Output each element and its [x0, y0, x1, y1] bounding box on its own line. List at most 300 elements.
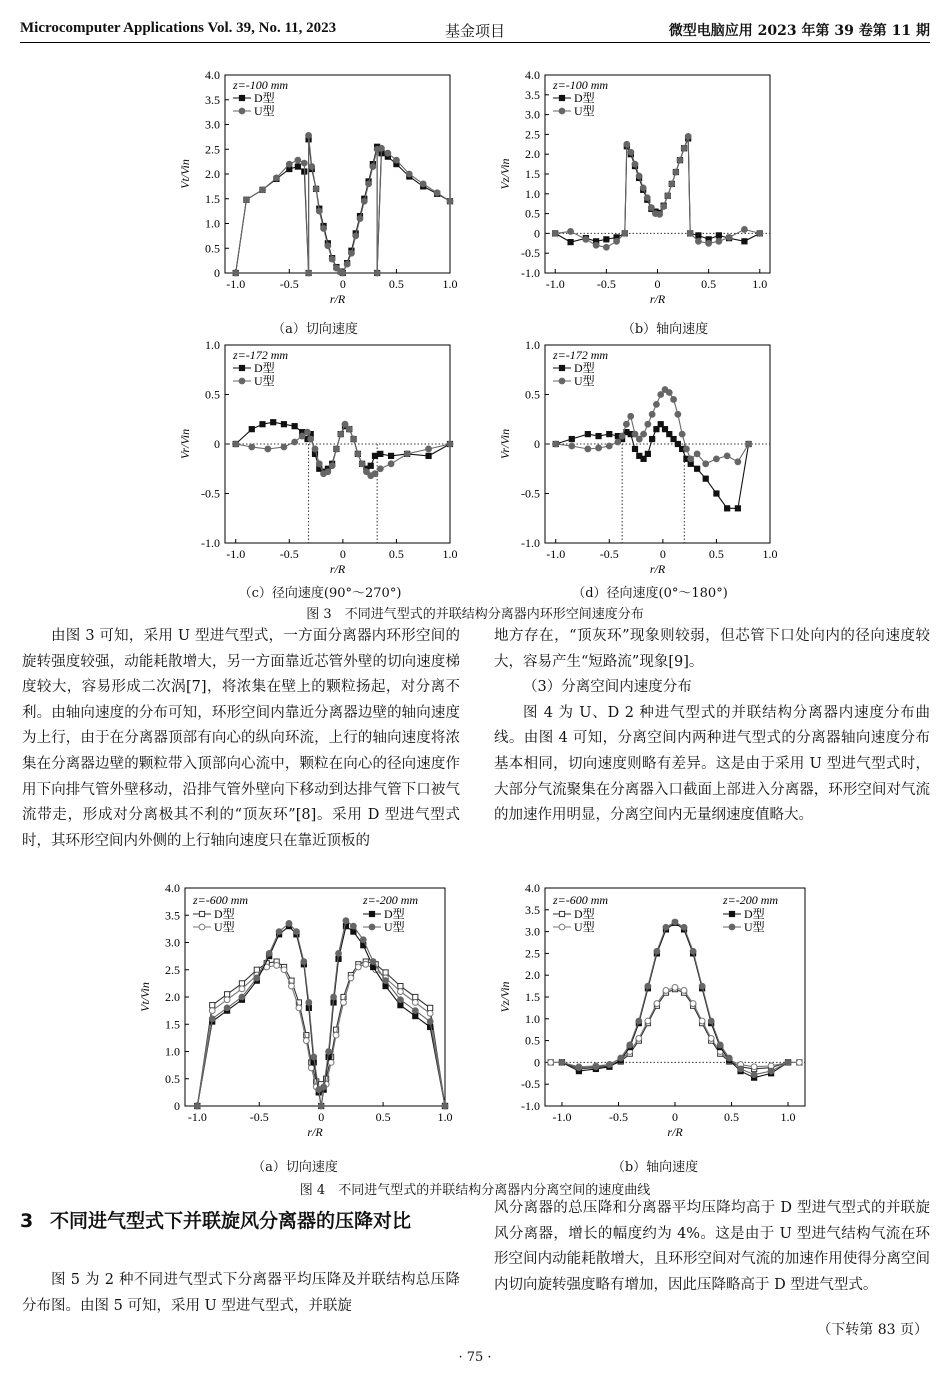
data-point: [355, 451, 361, 457]
y-tick-label: 3.5: [525, 902, 540, 917]
data-point: [596, 445, 602, 451]
series-line: [236, 135, 450, 273]
y-tick-label: 1.0: [205, 216, 220, 231]
x-tick-label: 1.0: [442, 547, 458, 561]
fig3-caption: 图 3 不同进气型式的并联结构分离器内环形空间速度分布: [306, 607, 644, 622]
data-point: [583, 236, 589, 242]
running-header: [20, 18, 930, 43]
data-point: [645, 451, 650, 456]
y-tick-label: 1.0: [205, 338, 220, 352]
data-point: [334, 446, 340, 452]
data-point: [210, 1003, 215, 1008]
data-point: [372, 453, 377, 458]
legend-marker: [729, 924, 735, 930]
data-point: [667, 432, 672, 437]
data-point: [366, 181, 372, 187]
data-point: [370, 164, 376, 170]
x-tick-label: -0.5: [599, 547, 619, 561]
data-point: [305, 429, 311, 435]
fig3a-caption: （a）切向速度: [272, 322, 358, 337]
x-tick-label: 0: [672, 1110, 678, 1124]
data-point: [648, 205, 654, 211]
series-line: [562, 922, 788, 1075]
data-point: [348, 975, 354, 981]
y-tick-label: -0.5: [521, 486, 540, 501]
y-tick-label: 2.5: [525, 946, 540, 961]
data-point: [308, 436, 314, 442]
fig3b-caption: （b）轴向速度: [621, 322, 709, 337]
data-point: [233, 441, 239, 447]
data-point: [286, 921, 292, 927]
y-axis-label: Vz/Vin: [498, 981, 512, 1013]
legend-label: D型: [214, 907, 235, 921]
data-point: [654, 402, 660, 408]
data-point: [735, 506, 740, 511]
data-point: [398, 997, 404, 1003]
data-point: [426, 453, 431, 458]
y-tick-label: 4.0: [205, 68, 220, 82]
data-point: [281, 444, 287, 450]
data-point: [738, 1066, 744, 1072]
data-point: [568, 229, 574, 235]
data-point: [413, 994, 418, 999]
data-point: [447, 198, 453, 204]
x-tick-label: 0.5: [724, 1110, 740, 1124]
data-point: [624, 141, 630, 147]
data-point: [785, 1060, 791, 1066]
y-tick-label: 3.0: [525, 107, 540, 122]
data-point: [276, 929, 282, 935]
data-point: [607, 432, 612, 437]
data-point: [346, 426, 352, 432]
chart-annotation: z=-172 mm: [233, 348, 289, 362]
data-point: [239, 981, 244, 986]
y-tick-label: 0.5: [525, 387, 540, 402]
legend-label: U型: [744, 920, 765, 934]
x-tick-label: 1.0: [780, 1110, 796, 1124]
legend-label: U型: [574, 374, 595, 388]
data-point: [239, 986, 245, 992]
y-tick-label: 2.0: [525, 147, 540, 162]
legend-marker: [239, 378, 245, 384]
x-tick-label: -1.0: [187, 1110, 207, 1124]
x-tick-label: -1.0: [552, 1110, 572, 1124]
data-point: [316, 461, 322, 467]
data-point: [717, 1042, 723, 1048]
data-point: [619, 433, 625, 439]
continued-note: （下转第 83 页）: [817, 1322, 928, 1338]
legend-label: D型: [574, 91, 595, 105]
data-point: [569, 436, 574, 441]
section3-left-column: [22, 1268, 460, 1319]
legend-label: U型: [214, 920, 235, 934]
data-point: [427, 1010, 433, 1016]
x-tick-label: 0: [654, 277, 661, 291]
y-tick-label: 4.0: [525, 68, 540, 82]
data-point: [636, 173, 642, 179]
data-point: [661, 204, 667, 210]
data-point: [681, 924, 687, 930]
journal-name-cn: 微型电脑应用 2023 年第 39 卷第 11 期: [668, 23, 930, 39]
data-point: [336, 951, 342, 957]
data-point: [640, 185, 646, 191]
data-point: [249, 427, 254, 432]
x-axis-label: r/R: [307, 1125, 323, 1139]
fig4a-caption: （a）切向速度: [252, 1160, 338, 1175]
x-tick-label: 0.5: [701, 277, 717, 291]
legend-label: U型: [574, 920, 595, 934]
data-point: [628, 413, 634, 419]
data-point: [359, 461, 365, 467]
legend-label: D型: [254, 361, 275, 375]
data-point: [671, 436, 676, 441]
y-tick-label: 3.5: [205, 92, 220, 107]
y-tick-label: 0.5: [205, 241, 220, 256]
data-point: [687, 231, 693, 237]
data-point: [271, 420, 276, 425]
data-point: [404, 451, 410, 457]
body-left-column: [22, 624, 460, 854]
data-point: [233, 270, 239, 276]
legend-marker: [239, 108, 245, 114]
data-point: [286, 161, 292, 167]
legend-marker: [199, 911, 204, 916]
data-point: [312, 446, 318, 452]
data-point: [672, 985, 678, 991]
legend-marker: [559, 95, 564, 100]
data-point: [360, 937, 366, 943]
data-point: [636, 1018, 642, 1024]
y-tick-label: -1.0: [521, 266, 540, 280]
data-point: [383, 978, 389, 984]
y-axis-label: Vr/Vin: [178, 428, 192, 460]
y-axis-label: Vr/Vin: [498, 428, 512, 460]
data-point: [559, 1060, 565, 1066]
legend-marker: [559, 378, 565, 384]
x-tick-label: -1.0: [545, 277, 565, 291]
data-point: [350, 923, 356, 929]
y-axis-label: Vt/Vin: [138, 982, 152, 1012]
series-line: [556, 390, 749, 464]
legend-label: D型: [574, 907, 595, 921]
y-tick-label: 0.5: [205, 387, 220, 402]
data-point: [690, 948, 696, 954]
x-tick-label: 1.0: [442, 277, 458, 291]
data-point: [696, 233, 701, 238]
data-point: [370, 959, 376, 965]
x-tick-label: 0.5: [388, 277, 404, 291]
legend-marker: [559, 924, 565, 930]
data-point: [568, 240, 573, 245]
data-point: [296, 1005, 302, 1011]
data-point: [725, 506, 730, 511]
fig4b-caption: （b）轴向速度: [611, 1160, 699, 1175]
x-axis-label: r/R: [667, 1125, 683, 1139]
data-point: [274, 175, 280, 181]
paragraph-continued: 地方存在，“顶灰环”现象则较弱，但芯管下口处向内的径向速度较大，容易产生“短路流”现象[9]。: [494, 628, 930, 670]
data-point: [329, 256, 335, 262]
data-point: [742, 239, 747, 244]
data-point: [447, 441, 453, 447]
series-line: [236, 139, 450, 273]
series-line: [197, 921, 445, 1106]
data-point: [328, 1060, 334, 1066]
data-point: [301, 959, 307, 965]
data-point: [714, 491, 719, 496]
paragraph-fig4-analysis: 图 4 为 U、D 2 种进气型式的并联结构分离器内速度分布曲线。由图 4 可知，分离空间内两种进气型式的分离器轴向速度分布基本相同，切向速度则略有差异。这是由于采用 U 型进气型式时，大部分气流聚集在分离器入口截面上部进入分离器，环形空间对气流的加速作用明显，分离空间内无量纲速度值略大。: [494, 704, 930, 824]
data-point: [357, 216, 363, 222]
y-tick-label: 2.5: [525, 127, 540, 142]
data-point: [796, 1060, 802, 1066]
data-point: [552, 231, 558, 237]
legend-label: U型: [254, 104, 275, 118]
data-point: [326, 1049, 332, 1055]
data-point: [434, 190, 440, 196]
x-tick-label: 0.5: [388, 547, 404, 561]
data-point: [703, 476, 708, 481]
data-point: [378, 451, 383, 456]
y-tick-label: 3.5: [525, 87, 540, 102]
y-tick-label: 1.0: [165, 1044, 180, 1059]
data-point: [650, 436, 655, 441]
data-point: [274, 962, 280, 968]
x-tick-label: -0.5: [279, 547, 299, 561]
y-tick-label: -1.0: [521, 536, 540, 550]
series-line: [551, 987, 800, 1066]
data-point: [603, 244, 609, 250]
data-point: [292, 424, 297, 429]
data-point: [716, 238, 722, 244]
data-point: [289, 983, 295, 989]
y-axis-label: Vt/Vin: [178, 159, 192, 189]
data-point: [724, 453, 730, 459]
data-point: [593, 242, 599, 248]
data-point: [636, 436, 642, 442]
data-point: [355, 964, 361, 970]
data-point: [244, 197, 250, 203]
data-point: [688, 456, 694, 462]
data-point: [644, 195, 650, 201]
data-point: [751, 1072, 757, 1078]
data-point: [388, 453, 393, 458]
legend-label: D型: [744, 907, 765, 921]
data-point: [665, 193, 671, 199]
legend-label: D型: [254, 91, 275, 105]
data-point: [224, 1005, 230, 1011]
data-point: [548, 1060, 554, 1066]
data-point: [340, 270, 346, 276]
data-point: [303, 1038, 309, 1044]
x-tick-label: -0.5: [608, 1110, 628, 1124]
legend-label: D型: [574, 361, 595, 375]
data-point: [383, 984, 388, 989]
column-label: 基金项目: [444, 22, 505, 40]
section3-right-column: [494, 1196, 930, 1298]
x-tick-label: 1.0: [752, 277, 768, 291]
series-line: [555, 138, 760, 242]
data-point: [194, 1103, 200, 1109]
data-point: [569, 443, 575, 449]
data-point: [325, 243, 331, 249]
data-point: [398, 984, 403, 989]
data-point: [675, 441, 680, 446]
data-point: [636, 1036, 642, 1042]
data-point: [641, 456, 646, 461]
legend-marker: [199, 924, 205, 930]
y-tick-label: 0: [214, 437, 220, 451]
data-point: [342, 421, 348, 427]
x-tick-label: -1.0: [226, 277, 246, 291]
data-point: [632, 161, 638, 167]
x-tick-label: 0: [659, 547, 666, 561]
y-tick-label: 1.0: [525, 338, 540, 352]
data-point: [641, 431, 647, 437]
data-point: [413, 1013, 418, 1018]
data-point: [281, 967, 287, 973]
y-tick-label: 4.0: [165, 881, 180, 895]
legend-marker: [239, 365, 244, 370]
legend-label: U型: [384, 920, 405, 934]
data-point: [607, 1062, 613, 1068]
fig3d-chart: [490, 335, 790, 585]
data-point: [420, 181, 426, 187]
legend-marker: [559, 108, 565, 114]
data-point: [654, 948, 660, 954]
data-point: [671, 397, 677, 403]
data-point: [260, 187, 266, 193]
data-point: [677, 157, 683, 163]
data-point: [295, 157, 301, 163]
y-tick-label: 0: [534, 1055, 540, 1070]
data-point: [757, 231, 763, 237]
y-tick-label: 4.0: [525, 881, 540, 895]
page-number: · 75 ·: [458, 1350, 492, 1365]
data-point: [632, 446, 637, 451]
y-tick-label: 1.5: [525, 990, 540, 1004]
data-point: [224, 997, 230, 1003]
y-tick-label: 1.0: [525, 186, 540, 201]
data-point: [624, 421, 630, 427]
data-point: [632, 431, 638, 437]
data-point: [209, 1016, 215, 1022]
data-point: [596, 433, 601, 438]
y-tick-label: 1.0: [525, 1011, 540, 1026]
data-point: [209, 1008, 215, 1014]
y-tick-label: 0.5: [525, 206, 540, 221]
data-point: [663, 988, 669, 994]
x-tick-label: -1.0: [226, 547, 246, 561]
data-point: [321, 1084, 327, 1090]
x-tick-label: 0.5: [375, 1110, 391, 1124]
data-point: [344, 261, 350, 267]
data-point: [716, 233, 721, 238]
data-point: [768, 1068, 774, 1074]
x-axis-label: r/R: [649, 562, 666, 576]
fig3d-caption: （d）径向速度(0°～180°): [572, 586, 728, 601]
data-point: [614, 238, 620, 244]
data-point: [398, 1003, 403, 1008]
data-point: [706, 240, 712, 246]
y-tick-label: -0.5: [201, 486, 220, 501]
legend-marker: [369, 911, 374, 916]
data-point: [406, 171, 412, 177]
y-tick-label: -0.5: [521, 246, 540, 261]
fig4a-chart: [130, 878, 460, 1148]
y-tick-label: 0: [174, 1099, 180, 1113]
y-tick-label: 0: [214, 266, 220, 280]
y-tick-label: 2.5: [165, 962, 180, 977]
data-point: [318, 1103, 324, 1109]
data-point: [622, 231, 628, 237]
section-heading: [20, 1206, 460, 1236]
data-point: [331, 994, 337, 1000]
data-point: [427, 1019, 433, 1025]
legend-marker: [559, 365, 564, 370]
data-point: [311, 1060, 316, 1065]
data-point: [295, 164, 300, 169]
section-title: 不同进气型式下并联旋风分离器的压降对比: [50, 1210, 412, 1232]
data-point: [751, 1064, 757, 1070]
data-point: [426, 446, 432, 452]
data-point: [301, 160, 307, 166]
section-number: 3: [20, 1210, 34, 1232]
x-tick-label: 0: [339, 547, 346, 561]
data-point: [306, 1000, 312, 1006]
y-tick-label: 0.5: [165, 1071, 180, 1086]
data-point: [351, 929, 356, 934]
data-point: [690, 1001, 696, 1007]
data-point: [735, 459, 741, 465]
series-line: [197, 926, 445, 1106]
data-point: [726, 234, 732, 240]
y-tick-label: 2.0: [525, 968, 540, 983]
subsection-heading: （3）分离空间内速度分布: [523, 679, 692, 696]
data-point: [585, 432, 590, 437]
y-tick-label: 3.5: [165, 908, 180, 923]
data-point: [649, 411, 655, 417]
series-line: [551, 989, 800, 1069]
data-point: [412, 1008, 418, 1014]
data-point: [645, 1018, 651, 1024]
data-point: [281, 422, 286, 427]
y-tick-label: 2.0: [205, 167, 220, 181]
data-point: [428, 1024, 433, 1029]
data-point: [265, 446, 271, 452]
x-tick-label: 0: [339, 277, 346, 291]
data-point: [363, 961, 369, 967]
data-point: [673, 169, 679, 175]
y-axis-label: Vz/Vin: [498, 158, 512, 190]
data-point: [627, 1042, 633, 1048]
data-point: [684, 446, 690, 452]
y-tick-label: -1.0: [521, 1099, 540, 1113]
data-point: [343, 918, 349, 924]
data-point: [294, 929, 300, 935]
x-tick-label: 0.5: [708, 547, 724, 561]
data-point: [388, 461, 394, 467]
data-point: [657, 211, 663, 217]
data-point: [628, 149, 634, 155]
body-right-column: [494, 624, 930, 829]
data-point: [681, 145, 687, 151]
x-axis-label: r/R: [329, 562, 346, 576]
data-point: [385, 150, 391, 156]
chart-annotation: z=-100 mm: [553, 78, 609, 92]
fig3a-chart: [170, 65, 470, 315]
data-point: [576, 1065, 582, 1071]
x-tick-label: 0: [318, 1110, 325, 1124]
data-point: [349, 250, 355, 256]
